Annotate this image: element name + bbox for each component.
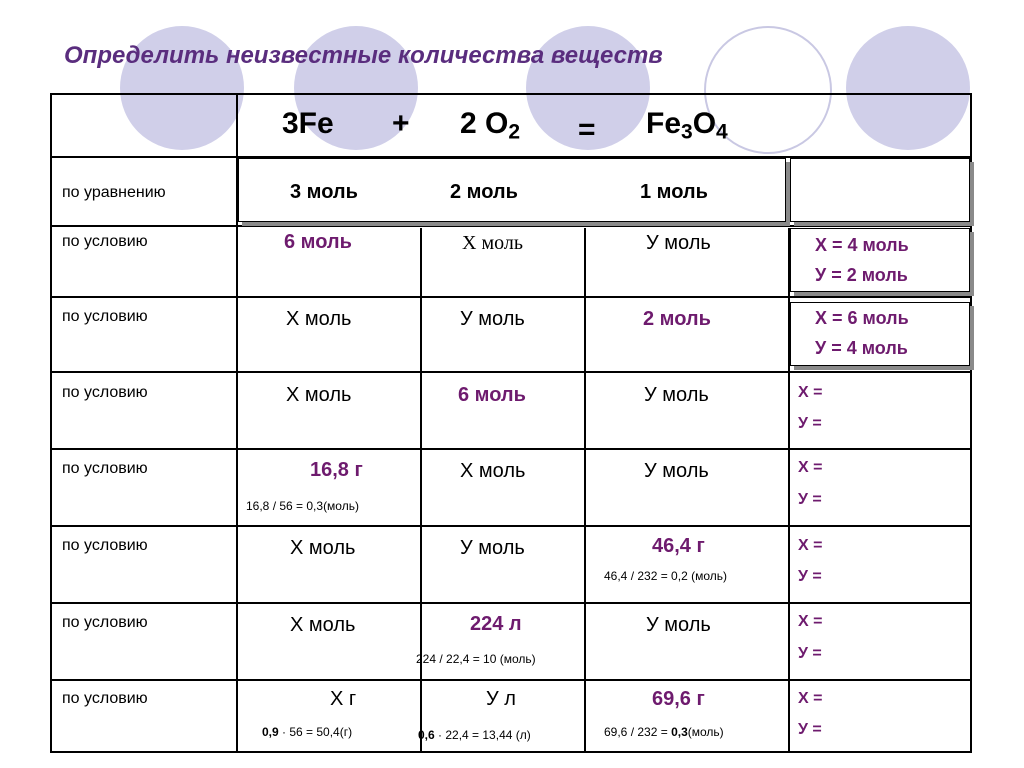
answer-x: Х = [798, 459, 823, 476]
row-label-condition: по условию [62, 537, 148, 554]
fe3o4-value: 2 моль [643, 308, 711, 330]
answer-y: У = 4 моль [815, 338, 908, 358]
row-label-condition: по условию [62, 690, 148, 707]
fe3o4-value: У моль [646, 614, 711, 636]
fe3o4-calculation: 46,4 / 232 = 0,2 (моль) [604, 569, 727, 583]
o2-value: 6 моль [458, 384, 526, 406]
row-divider [52, 225, 970, 227]
equation-plus: + [392, 107, 410, 140]
equation-fe3o4-subscript-3: 3 [681, 120, 693, 144]
equation-equals: = [578, 113, 596, 146]
fe-calculation [262, 725, 352, 739]
row-divider [52, 679, 970, 681]
row-label-condition: по условию [62, 308, 148, 325]
fe-value: Х моль [286, 384, 352, 406]
o2-value: Х моль [462, 232, 523, 254]
row-divider [52, 371, 970, 373]
o2-calc-rest: · 22,4 = 13,44 (л) [434, 728, 531, 742]
answer-y: У = [798, 415, 822, 432]
row-label-equation: по уравнению [62, 184, 166, 201]
equation-o2 [460, 107, 520, 144]
fe-value: 6 моль [284, 231, 352, 253]
equation-fe3o4-fe: Fe [646, 107, 682, 140]
fe3o4-value: У моль [644, 460, 709, 482]
answer-y: У = [798, 491, 822, 508]
o2-calc-moles: 0,6 [418, 728, 435, 742]
fe-calc-rest: · 56 = 50,4(г) [278, 725, 353, 739]
fe-value: Х г [330, 688, 357, 710]
fe3o4-value: У моль [646, 232, 711, 254]
o2-value: Х моль [460, 460, 526, 482]
answer-box-empty [790, 158, 970, 222]
row-label-condition: по условию [62, 460, 148, 477]
equation-fe3o4-moles: 1 моль [640, 181, 708, 203]
row-divider [52, 602, 970, 604]
fe3o4-value: 46,4 г [652, 535, 705, 557]
o2-value: 224 л [470, 613, 522, 635]
fe-value: Х моль [290, 537, 356, 559]
answer-x: Х = [798, 690, 823, 707]
answer-y: У = [798, 645, 822, 662]
row-divider [52, 525, 970, 527]
equation-o2-subscript: 2 [508, 120, 521, 144]
answer-x: Х = 4 моль [815, 235, 909, 255]
column-divider [584, 228, 586, 751]
fe-calculation: 16,8 / 56 = 0,3(моль) [246, 499, 359, 513]
o2-value: У моль [460, 308, 525, 330]
fe3o4-value: 69,6 г [652, 688, 705, 710]
equation-o2-moles: 2 моль [450, 181, 518, 203]
row-label-condition: по условию [62, 614, 148, 631]
row-divider [52, 448, 970, 450]
o2-value: У л [486, 688, 516, 710]
equation-fe3o4-o: O [692, 107, 717, 140]
row-label-condition: по условию [62, 233, 148, 250]
answer-x: Х = [798, 384, 823, 401]
equation-fe-moles: 3 моль [290, 181, 358, 203]
o2-calculation [418, 728, 531, 742]
fe-calc-moles: 0,9 [262, 725, 279, 739]
answer-y: У = 2 моль [815, 265, 908, 285]
o2-calculation: 224 / 22,4 = 10 (моль) [416, 652, 536, 666]
page-title: Определить неизвестные количества веществ [64, 42, 663, 69]
o2-value: У моль [460, 537, 525, 559]
answer-x: Х = 6 моль [815, 308, 909, 328]
answer-x: Х = [798, 537, 823, 554]
answer-y: У = [798, 568, 822, 585]
fe-value: 16,8 г [310, 459, 363, 481]
fe3o4-calc-moles: 0,3 [671, 725, 688, 739]
equation-fe3o4-subscript-4: 4 [716, 120, 728, 144]
fe3o4-calc-start: 69,6 / 232 = [604, 725, 672, 739]
row-label-condition: по условию [62, 384, 148, 401]
equation-fe: 3Fe [282, 107, 334, 140]
fe-value: Х моль [290, 614, 356, 636]
answer-x: Х = [798, 613, 823, 630]
fe3o4-value: У моль [644, 384, 709, 406]
equation-o2-text: 2 O [460, 107, 509, 140]
row-divider [52, 296, 970, 298]
fe3o4-calc-unit: (моль) [687, 725, 724, 739]
column-divider [420, 228, 422, 751]
fe3o4-calculation [604, 725, 724, 739]
answer-y: У = [798, 721, 822, 738]
equation-fe3o4 [646, 107, 728, 144]
fe-value: Х моль [286, 308, 352, 330]
